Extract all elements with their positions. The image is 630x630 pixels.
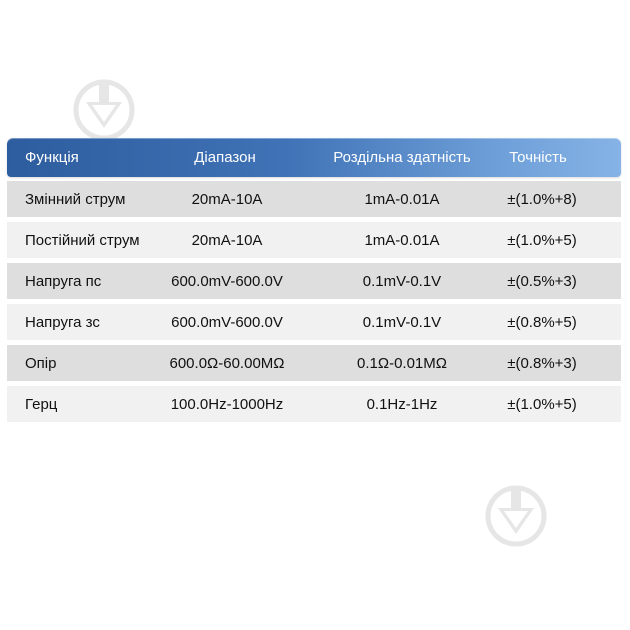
- cell-range: 20mA-10A: [191, 190, 263, 208]
- cell-resolution: 0.1Ω-0.01MΩ: [357, 354, 447, 372]
- table-row: [7, 181, 621, 217]
- cell-resolution: 1mA-0.01A: [364, 231, 440, 249]
- cell-accuracy: ±(1.0%+8): [507, 190, 577, 208]
- table-header: [7, 138, 621, 177]
- header-accuracy: Точність: [509, 149, 567, 166]
- cell-resolution: 0.1Hz-1Hz: [366, 395, 438, 413]
- cell-accuracy: ±(1.0%+5): [507, 395, 577, 413]
- cell-function: Герц: [25, 395, 58, 413]
- cell-function: Напруга пс: [25, 272, 102, 290]
- table-row: [7, 304, 621, 340]
- table-row: [7, 386, 621, 422]
- download-watermark-icon: [482, 482, 550, 550]
- cell-accuracy: ±(0.8%+3): [507, 354, 577, 372]
- header-resolution: Роздільна здатність: [333, 149, 471, 166]
- cell-range: 600.0mV-600.0V: [171, 272, 283, 290]
- header-function: Функція: [25, 149, 79, 166]
- download-watermark-icon: [70, 76, 138, 144]
- cell-resolution: 0.1mV-0.1V: [362, 313, 442, 331]
- table-row: [7, 345, 621, 381]
- table-row: [7, 222, 621, 258]
- cell-function: Опір: [25, 354, 57, 372]
- cell-range: 20mA-10A: [191, 231, 263, 249]
- table-row: [7, 263, 621, 299]
- cell-accuracy: ±(0.8%+5): [507, 313, 577, 331]
- cell-resolution: 0.1mV-0.1V: [362, 272, 442, 290]
- cell-range: 100.0Hz-1000Hz: [170, 395, 284, 413]
- specifications-table: [7, 138, 621, 422]
- cell-accuracy: ±(0.5%+3): [507, 272, 577, 290]
- cell-accuracy: ±(1.0%+5): [507, 231, 577, 249]
- cell-function: Змінний струм: [25, 190, 126, 208]
- cell-function: Напруга зс: [25, 313, 100, 331]
- cell-range: 600.0Ω-60.00MΩ: [169, 354, 285, 372]
- cell-resolution: 1mA-0.01A: [364, 190, 440, 208]
- cell-range: 600.0mV-600.0V: [171, 313, 283, 331]
- header-range: Діапазон: [194, 149, 256, 166]
- cell-function: Постійний струм: [25, 231, 140, 249]
